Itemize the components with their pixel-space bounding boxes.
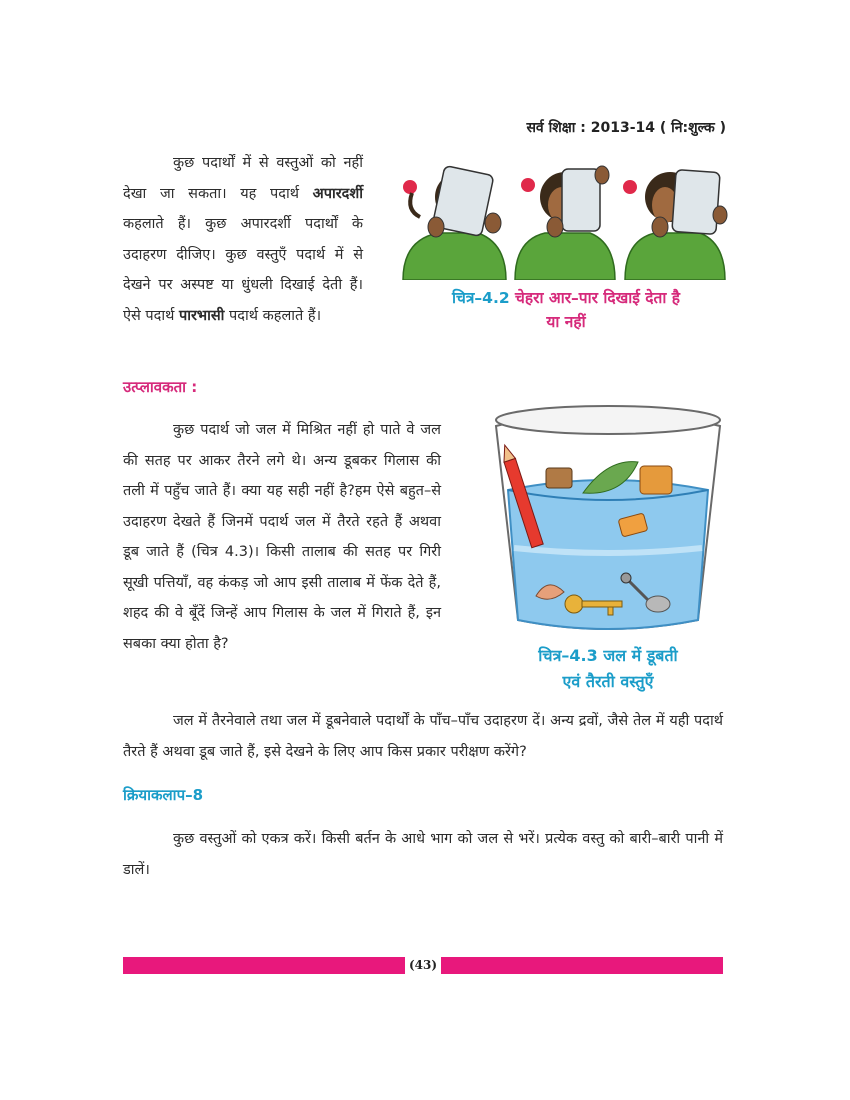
activity-paragraph: कुछ वस्तुओं को एकत्र करें। किसी बर्तन के आधे भाग को जल से भरें। प्रत्येक वस्तु को बारी–बारी पानी में डालें। [123,831,723,878]
buoyancy-heading: उत्प्लावकता : [123,378,198,396]
girl-figure-2 [515,166,615,280]
buoyancy-paragraph: कुछ पदार्थ जो जल में मिश्रित नहीं हो पाते वे जल की सतह पर आकर तैरने लगे थे। अन्य डूबकर गिलास की तली में पहुँच जाते हैं। क्या यह सही नहीं है?हम ऐसे बहुत–से उदाहरण देखते हैं जिनमें पदार्थ जल में तैरते रहते हैं अथवा डूब जाते हैं (चित्र 4.3)। किसी तालाब की सतह पर गिरी सूखी पत्तियाँ, वह कंकड़ जो आप इसी तालाब में फेंक देते हैं, शहद की वे बूँदें जिन्हें आप गिलास के जल में गिराते हैं, इन सबका क्या होता है? [123,422,441,652]
paragraph-text-3: पदार्थ कहलाते हैं। [224,307,322,324]
figure-4-2-caption-line2: या नहीं [546,313,586,331]
figure-4-2-caption-line1 [406,286,726,310]
term-translucent: पारभासी [179,307,225,324]
series-header: सर्व शिक्षा : 2013-14 ( नि:शुल्क ) [526,120,726,136]
opacity-paragraph [123,148,363,331]
figure-glass-illustration [488,398,728,638]
girl-figure-1 [403,165,506,280]
figure-4-3-caption [488,643,728,695]
floating-sinking-paragraph: जल में तैरनेवाले तथा जल में डूबनेवाले पदार्थों के पाँच–पाँच उदाहरण दें। अन्य द्रवों, जैसे तेल में यही पदार्थ तैरते हैं अथवा डूब जाते हैं, इसे देखने के लिए आप किस प्रकार परीक्षण करेंगे? [123,713,723,760]
figure-4-2-label: चित्र–4.2 [452,289,510,307]
figure-4-2-caption [406,286,726,334]
figure-girl-glass-illustration [398,155,728,280]
paragraph-text-2: कहलाते हैं। कुछ अपारदर्शी पदार्थों के उदाहरण दीजिए। कुछ वस्तुएँ पदार्थ में से देखने पर अस्पष्ट या धुंधली दिखाई देती हैं। ऐसे पदार्थ [123,216,363,324]
figure-4-3-caption-line2: एवं तैरती वस्तुएँ [562,672,654,691]
term-opaque: अपारदर्शी [312,185,363,202]
page-number: (43) [405,955,441,976]
figure-4-2-text: चेहरा आर–पार दिखाई देता है [515,289,680,307]
girl-figure-3 [623,170,727,280]
paragraph-text-1: कुछ पदार्थों में से वस्तुओं को नहीं देखा जा सकता। यह पदार्थ [123,155,363,202]
activity-heading: क्रियाकलाप–8 [123,786,204,804]
figure-4-3-caption-line1: चित्र–4.3 जल में डूबती [538,646,678,665]
